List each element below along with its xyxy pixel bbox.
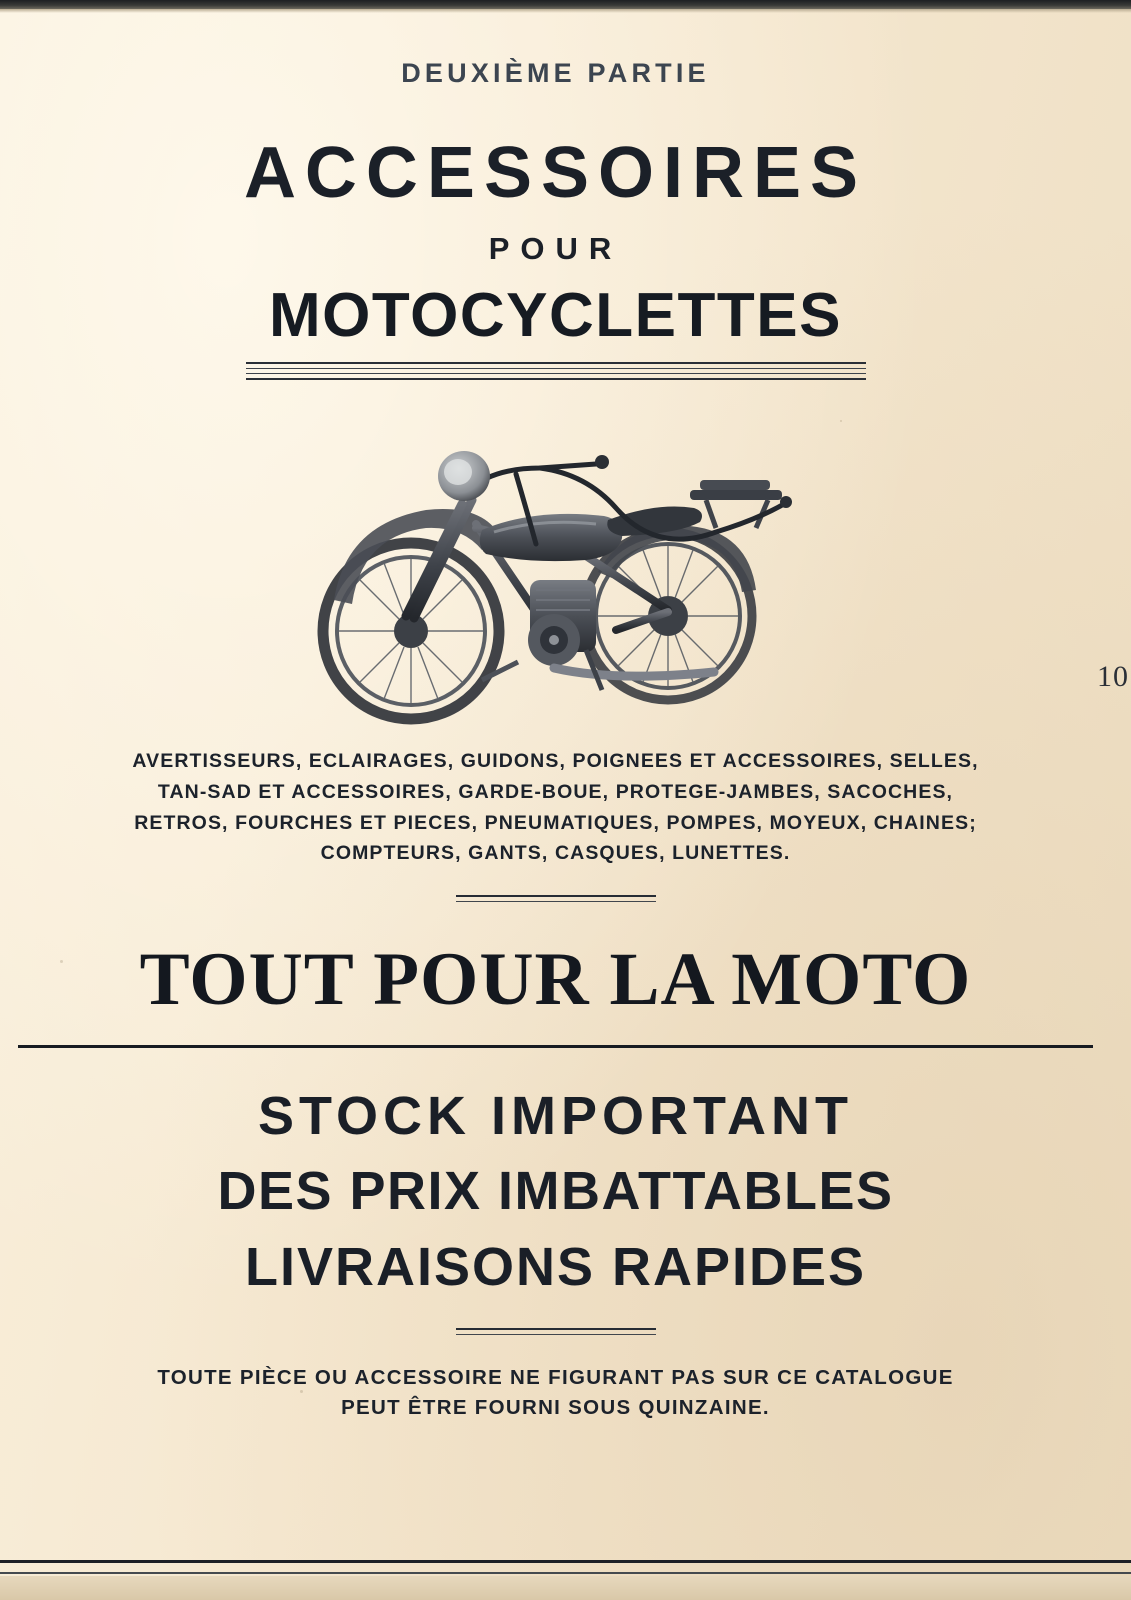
divider-rule-group-bottom bbox=[456, 1328, 656, 1335]
rule bbox=[246, 362, 866, 364]
selling-point: LIVRAISONS RAPIDES bbox=[244, 1236, 867, 1297]
paper-speck bbox=[60, 960, 63, 963]
bottom-rule-primary bbox=[0, 1560, 1131, 1563]
footnote-line: TOUTE PIÈCE OU ACCESSOIRE NE FIGURANT PAS SUR CE CATALOGUE bbox=[157, 1365, 954, 1389]
title-rule-group bbox=[246, 362, 866, 380]
paper-speck bbox=[840, 420, 842, 422]
page-title-connector: POUR bbox=[488, 231, 623, 266]
section-kicker: DEUXIÈME PARTIE bbox=[401, 58, 710, 88]
slogan-underline bbox=[18, 1045, 1093, 1048]
paper-speck bbox=[300, 1390, 303, 1393]
footnote-line: PEUT ÊTRE FOURNI SOUS QUINZAINE. bbox=[341, 1396, 770, 1420]
selling-point: DES PRIX IMBATTABLES bbox=[217, 1161, 894, 1222]
rule bbox=[456, 895, 656, 897]
catalog-line: TAN-SAD ET ACCESSOIRES, GARDE-BOUE, PROTEGE-JAMBES, SACOCHES, bbox=[157, 780, 954, 803]
rule bbox=[456, 1328, 656, 1330]
catalog-line: COMPTEURS, GANTS, CASQUES, LUNETTES. bbox=[320, 842, 791, 865]
accessory-category-list bbox=[18, 746, 1093, 869]
page-top-edge bbox=[0, 0, 1131, 9]
rule bbox=[246, 378, 866, 380]
rule bbox=[246, 373, 866, 374]
illustration-area bbox=[18, 404, 1093, 734]
divider-rule-group-top bbox=[456, 895, 656, 902]
rule bbox=[456, 901, 656, 902]
page-title: ACCESSOIRES bbox=[243, 133, 868, 213]
catalog-line: AVERTISSEURS, ECLAIRAGES, GUIDONS, POIGNEES ET ACCESSOIRES, SELLES, bbox=[132, 750, 979, 773]
motorcycle-illustration bbox=[286, 404, 826, 734]
footnote bbox=[18, 1363, 1093, 1425]
rule bbox=[456, 1334, 656, 1335]
page-number: 10 bbox=[1097, 660, 1129, 693]
page-subtitle: MOTOCYCLETTES bbox=[269, 281, 842, 350]
rule bbox=[246, 368, 866, 369]
page-content bbox=[18, 13, 1093, 1553]
page-bottom-edge bbox=[0, 1576, 1131, 1600]
selling-point: STOCK IMPORTANT bbox=[258, 1086, 853, 1147]
catalog-line: RETROS, FOURCHES ET PIECES, PNEUMATIQUES, POMPES, MOYEUX, CHAINES; bbox=[134, 811, 977, 834]
selling-points bbox=[18, 1082, 1093, 1301]
slogan: TOUT POUR LA MOTO bbox=[139, 938, 972, 1022]
bottom-rule-secondary bbox=[0, 1572, 1131, 1574]
